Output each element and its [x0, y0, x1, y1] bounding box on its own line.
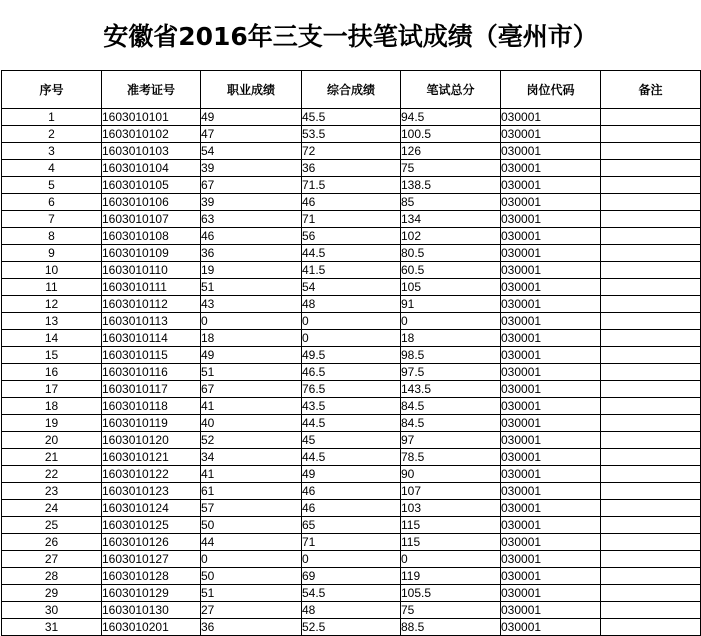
cell-comprehensive-score: 76.5 [302, 381, 401, 398]
cell-position-code: 030001 [501, 279, 601, 296]
table-row [2, 228, 701, 245]
cell-position-code: 030001 [501, 500, 601, 517]
cell-seq: 5 [2, 177, 102, 194]
header-written-total: 笔试总分 [401, 71, 501, 109]
cell-remarks [601, 415, 701, 432]
cell-seq: 4 [2, 160, 102, 177]
cell-vocational-score: 47 [201, 126, 302, 143]
table-row [2, 449, 701, 466]
cell-exam-id: 1603010102 [102, 126, 201, 143]
cell-vocational-score: 41 [201, 398, 302, 415]
table-row [2, 279, 701, 296]
cell-seq: 14 [2, 330, 102, 347]
cell-vocational-score: 36 [201, 619, 302, 636]
header-row [2, 71, 701, 109]
cell-vocational-score: 50 [201, 568, 302, 585]
cell-remarks [601, 279, 701, 296]
table-row [2, 415, 701, 432]
cell-exam-id: 1603010120 [102, 432, 201, 449]
cell-exam-id: 1603010118 [102, 398, 201, 415]
table-row [2, 126, 701, 143]
cell-remarks [601, 568, 701, 585]
cell-written-total: 138.5 [401, 177, 501, 194]
cell-seq: 8 [2, 228, 102, 245]
header-seq: 序号 [2, 71, 102, 109]
cell-position-code: 030001 [501, 534, 601, 551]
table-row [2, 568, 701, 585]
cell-position-code: 030001 [501, 177, 601, 194]
cell-position-code: 030001 [501, 364, 601, 381]
table-row [2, 619, 701, 636]
cell-position-code: 030001 [501, 415, 601, 432]
cell-comprehensive-score: 45 [302, 432, 401, 449]
cell-remarks [601, 500, 701, 517]
table-row [2, 262, 701, 279]
header-comprehensive-score: 综合成绩 [302, 71, 401, 109]
cell-comprehensive-score: 53.5 [302, 126, 401, 143]
cell-seq: 19 [2, 415, 102, 432]
cell-exam-id: 1603010105 [102, 177, 201, 194]
cell-exam-id: 1603010101 [102, 109, 201, 126]
table-row [2, 160, 701, 177]
cell-vocational-score: 27 [201, 602, 302, 619]
cell-vocational-score: 67 [201, 177, 302, 194]
cell-remarks [601, 160, 701, 177]
cell-exam-id: 1603010113 [102, 313, 201, 330]
table-row [2, 483, 701, 500]
cell-exam-id: 1603010125 [102, 517, 201, 534]
cell-vocational-score: 18 [201, 330, 302, 347]
cell-remarks [601, 313, 701, 330]
table-row [2, 432, 701, 449]
cell-comprehensive-score: 56 [302, 228, 401, 245]
cell-position-code: 030001 [501, 109, 601, 126]
cell-written-total: 18 [401, 330, 501, 347]
cell-exam-id: 1603010121 [102, 449, 201, 466]
cell-remarks [601, 483, 701, 500]
cell-comprehensive-score: 54 [302, 279, 401, 296]
cell-exam-id: 1603010126 [102, 534, 201, 551]
cell-remarks [601, 347, 701, 364]
cell-seq: 30 [2, 602, 102, 619]
cell-position-code: 030001 [501, 160, 601, 177]
cell-remarks [601, 585, 701, 602]
cell-vocational-score: 39 [201, 160, 302, 177]
table-row [2, 143, 701, 160]
cell-exam-id: 1603010122 [102, 466, 201, 483]
cell-vocational-score: 36 [201, 245, 302, 262]
cell-comprehensive-score: 44.5 [302, 245, 401, 262]
cell-comprehensive-score: 44.5 [302, 449, 401, 466]
cell-seq: 26 [2, 534, 102, 551]
cell-written-total: 90 [401, 466, 501, 483]
cell-position-code: 030001 [501, 517, 601, 534]
cell-exam-id: 1603010109 [102, 245, 201, 262]
cell-comprehensive-score: 0 [302, 330, 401, 347]
cell-comprehensive-score: 54.5 [302, 585, 401, 602]
cell-position-code: 030001 [501, 347, 601, 364]
cell-vocational-score: 44 [201, 534, 302, 551]
cell-remarks [601, 381, 701, 398]
page-title: 安徽省2016年三支一扶笔试成绩（亳州市） [103, 22, 598, 51]
cell-vocational-score: 50 [201, 517, 302, 534]
cell-position-code: 030001 [501, 126, 601, 143]
cell-remarks [601, 551, 701, 568]
cell-vocational-score: 0 [201, 313, 302, 330]
cell-comprehensive-score: 46 [302, 483, 401, 500]
cell-comprehensive-score: 72 [302, 143, 401, 160]
cell-seq: 12 [2, 296, 102, 313]
cell-position-code: 030001 [501, 483, 601, 500]
cell-position-code: 030001 [501, 262, 601, 279]
cell-position-code: 030001 [501, 245, 601, 262]
cell-comprehensive-score: 71.5 [302, 177, 401, 194]
cell-position-code: 030001 [501, 228, 601, 245]
cell-vocational-score: 39 [201, 194, 302, 211]
cell-remarks [601, 534, 701, 551]
cell-written-total: 75 [401, 160, 501, 177]
table-row [2, 194, 701, 211]
table-row [2, 364, 701, 381]
table-row [2, 534, 701, 551]
cell-vocational-score: 54 [201, 143, 302, 160]
cell-vocational-score: 51 [201, 279, 302, 296]
table-row [2, 602, 701, 619]
cell-vocational-score: 49 [201, 109, 302, 126]
cell-written-total: 119 [401, 568, 501, 585]
cell-exam-id: 1603010108 [102, 228, 201, 245]
cell-vocational-score: 46 [201, 228, 302, 245]
cell-exam-id: 1603010201 [102, 619, 201, 636]
cell-comprehensive-score: 65 [302, 517, 401, 534]
cell-remarks [601, 143, 701, 160]
cell-position-code: 030001 [501, 449, 601, 466]
cell-exam-id: 1603010114 [102, 330, 201, 347]
cell-exam-id: 1603010116 [102, 364, 201, 381]
cell-seq: 9 [2, 245, 102, 262]
cell-written-total: 97.5 [401, 364, 501, 381]
header-vocational-score: 职业成绩 [201, 71, 302, 109]
cell-position-code: 030001 [501, 551, 601, 568]
cell-remarks [601, 398, 701, 415]
cell-vocational-score: 34 [201, 449, 302, 466]
cell-remarks [601, 602, 701, 619]
cell-vocational-score: 67 [201, 381, 302, 398]
cell-seq: 1 [2, 109, 102, 126]
cell-position-code: 030001 [501, 568, 601, 585]
cell-written-total: 105 [401, 279, 501, 296]
cell-comprehensive-score: 52.5 [302, 619, 401, 636]
cell-vocational-score: 49 [201, 347, 302, 364]
cell-position-code: 030001 [501, 313, 601, 330]
table-row [2, 347, 701, 364]
cell-exam-id: 1603010106 [102, 194, 201, 211]
cell-comprehensive-score: 71 [302, 211, 401, 228]
cell-remarks [601, 109, 701, 126]
cell-seq: 3 [2, 143, 102, 160]
cell-written-total: 85 [401, 194, 501, 211]
cell-comprehensive-score: 49 [302, 466, 401, 483]
table-row [2, 313, 701, 330]
cell-written-total: 115 [401, 517, 501, 534]
cell-remarks [601, 619, 701, 636]
cell-written-total: 0 [401, 551, 501, 568]
cell-vocational-score: 0 [201, 551, 302, 568]
cell-seq: 2 [2, 126, 102, 143]
table-row [2, 109, 701, 126]
cell-vocational-score: 51 [201, 364, 302, 381]
cell-written-total: 84.5 [401, 398, 501, 415]
cell-remarks [601, 228, 701, 245]
cell-position-code: 030001 [501, 398, 601, 415]
cell-comprehensive-score: 49.5 [302, 347, 401, 364]
score-table [1, 70, 701, 636]
cell-vocational-score: 19 [201, 262, 302, 279]
cell-seq: 10 [2, 262, 102, 279]
table-row [2, 517, 701, 534]
table-row [2, 551, 701, 568]
cell-position-code: 030001 [501, 466, 601, 483]
cell-comprehensive-score: 46 [302, 194, 401, 211]
cell-remarks [601, 126, 701, 143]
cell-seq: 22 [2, 466, 102, 483]
cell-vocational-score: 51 [201, 585, 302, 602]
cell-written-total: 84.5 [401, 415, 501, 432]
cell-written-total: 102 [401, 228, 501, 245]
cell-written-total: 107 [401, 483, 501, 500]
cell-seq: 25 [2, 517, 102, 534]
cell-remarks [601, 245, 701, 262]
cell-remarks [601, 262, 701, 279]
cell-exam-id: 1603010117 [102, 381, 201, 398]
table-row [2, 177, 701, 194]
cell-remarks [601, 177, 701, 194]
cell-seq: 23 [2, 483, 102, 500]
table-row [2, 500, 701, 517]
cell-seq: 11 [2, 279, 102, 296]
cell-written-total: 94.5 [401, 109, 501, 126]
header-exam-id: 准考证号 [102, 71, 201, 109]
cell-comprehensive-score: 46.5 [302, 364, 401, 381]
cell-written-total: 88.5 [401, 619, 501, 636]
cell-comprehensive-score: 46 [302, 500, 401, 517]
cell-vocational-score: 61 [201, 483, 302, 500]
cell-exam-id: 1603010110 [102, 262, 201, 279]
table-row [2, 398, 701, 415]
header-remarks: 备注 [601, 71, 701, 109]
cell-written-total: 100.5 [401, 126, 501, 143]
cell-exam-id: 1603010107 [102, 211, 201, 228]
cell-comprehensive-score: 48 [302, 602, 401, 619]
cell-seq: 29 [2, 585, 102, 602]
cell-remarks [601, 449, 701, 466]
cell-comprehensive-score: 41.5 [302, 262, 401, 279]
cell-seq: 6 [2, 194, 102, 211]
cell-seq: 13 [2, 313, 102, 330]
cell-comprehensive-score: 45.5 [302, 109, 401, 126]
cell-vocational-score: 41 [201, 466, 302, 483]
cell-exam-id: 1603010119 [102, 415, 201, 432]
cell-position-code: 030001 [501, 381, 601, 398]
cell-seq: 20 [2, 432, 102, 449]
cell-vocational-score: 52 [201, 432, 302, 449]
cell-comprehensive-score: 36 [302, 160, 401, 177]
cell-seq: 24 [2, 500, 102, 517]
cell-written-total: 0 [401, 313, 501, 330]
cell-seq: 21 [2, 449, 102, 466]
cell-vocational-score: 40 [201, 415, 302, 432]
cell-exam-id: 1603010130 [102, 602, 201, 619]
cell-exam-id: 1603010104 [102, 160, 201, 177]
cell-comprehensive-score: 0 [302, 551, 401, 568]
table-row [2, 466, 701, 483]
cell-comprehensive-score: 0 [302, 313, 401, 330]
cell-seq: 31 [2, 619, 102, 636]
cell-position-code: 030001 [501, 296, 601, 313]
cell-remarks [601, 296, 701, 313]
cell-comprehensive-score: 71 [302, 534, 401, 551]
table-row [2, 585, 701, 602]
cell-vocational-score: 57 [201, 500, 302, 517]
cell-written-total: 143.5 [401, 381, 501, 398]
cell-written-total: 75 [401, 602, 501, 619]
cell-written-total: 80.5 [401, 245, 501, 262]
cell-written-total: 98.5 [401, 347, 501, 364]
cell-written-total: 134 [401, 211, 501, 228]
cell-seq: 7 [2, 211, 102, 228]
cell-exam-id: 1603010111 [102, 279, 201, 296]
cell-exam-id: 1603010127 [102, 551, 201, 568]
cell-comprehensive-score: 43.5 [302, 398, 401, 415]
cell-written-total: 105.5 [401, 585, 501, 602]
cell-written-total: 97 [401, 432, 501, 449]
table-row [2, 381, 701, 398]
header-position-code: 岗位代码 [501, 71, 601, 109]
cell-remarks [601, 194, 701, 211]
cell-exam-id: 1603010115 [102, 347, 201, 364]
cell-position-code: 030001 [501, 330, 601, 347]
cell-remarks [601, 466, 701, 483]
cell-position-code: 030001 [501, 585, 601, 602]
cell-position-code: 030001 [501, 619, 601, 636]
cell-written-total: 103 [401, 500, 501, 517]
table-row [2, 296, 701, 313]
cell-remarks [601, 364, 701, 381]
cell-written-total: 126 [401, 143, 501, 160]
cell-seq: 16 [2, 364, 102, 381]
cell-comprehensive-score: 48 [302, 296, 401, 313]
cell-exam-id: 1603010123 [102, 483, 201, 500]
cell-exam-id: 1603010124 [102, 500, 201, 517]
cell-exam-id: 1603010112 [102, 296, 201, 313]
cell-position-code: 030001 [501, 432, 601, 449]
table-body [2, 109, 701, 636]
cell-remarks [601, 432, 701, 449]
cell-seq: 18 [2, 398, 102, 415]
table-row [2, 330, 701, 347]
cell-seq: 27 [2, 551, 102, 568]
cell-seq: 15 [2, 347, 102, 364]
table-row [2, 211, 701, 228]
cell-comprehensive-score: 69 [302, 568, 401, 585]
cell-remarks [601, 211, 701, 228]
cell-written-total: 115 [401, 534, 501, 551]
cell-position-code: 030001 [501, 211, 601, 228]
cell-remarks [601, 517, 701, 534]
cell-position-code: 030001 [501, 602, 601, 619]
cell-remarks [601, 330, 701, 347]
cell-position-code: 030001 [501, 143, 601, 160]
cell-exam-id: 1603010128 [102, 568, 201, 585]
cell-position-code: 030001 [501, 194, 601, 211]
cell-exam-id: 1603010129 [102, 585, 201, 602]
cell-comprehensive-score: 44.5 [302, 415, 401, 432]
cell-exam-id: 1603010103 [102, 143, 201, 160]
cell-seq: 17 [2, 381, 102, 398]
cell-vocational-score: 63 [201, 211, 302, 228]
cell-vocational-score: 43 [201, 296, 302, 313]
cell-written-total: 78.5 [401, 449, 501, 466]
table-row [2, 245, 701, 262]
cell-written-total: 91 [401, 296, 501, 313]
cell-written-total: 60.5 [401, 262, 501, 279]
cell-seq: 28 [2, 568, 102, 585]
